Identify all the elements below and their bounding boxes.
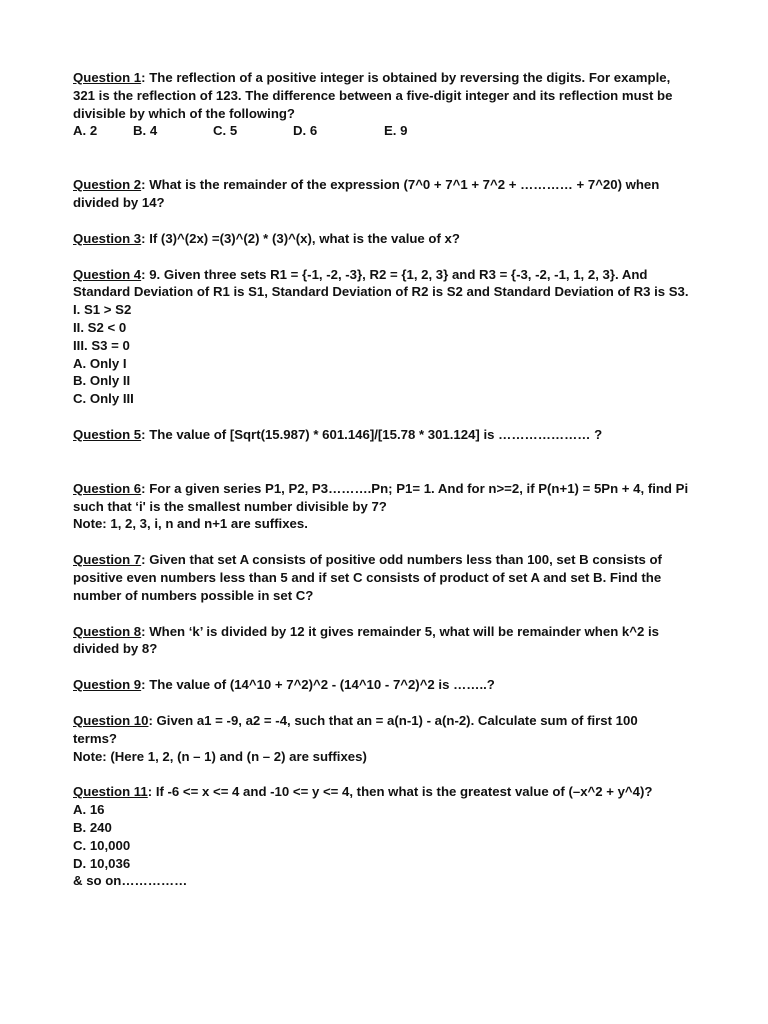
question-4-text-1: : 9. Given three sets R1 = {-1, -2, -3}, R2 = {1, 2, 3} and R3 = {-3, -2, -1, 1, 2, 3}. And bbox=[141, 266, 648, 282]
question-1-option-a: A. 2 bbox=[73, 123, 98, 139]
question-6-label: Question 6 bbox=[73, 480, 142, 496]
question-5-label: Question 5 bbox=[73, 426, 142, 442]
spacer bbox=[73, 212, 703, 230]
question-5-line-1 bbox=[73, 426, 703, 444]
question-4-item: I. S1 > S2 bbox=[73, 302, 132, 318]
question-5-text-1: : The value of [Sqrt(15.987) * 601.146]/[15.78 * 301.124] is ………………… ? bbox=[141, 426, 603, 442]
question-10-line-1 bbox=[73, 712, 703, 730]
question-7-line-1 bbox=[73, 551, 703, 569]
spacer bbox=[73, 140, 703, 176]
question-1-option-d: D. 6 bbox=[293, 123, 318, 139]
question-4-text-2: Standard Deviation of R1 is S1, Standard Deviation of R2 is S2 and Standard Deviation of R3 is S3. bbox=[73, 284, 689, 300]
question-8 bbox=[73, 623, 703, 659]
question-9-line-1 bbox=[73, 676, 703, 694]
question-11-text-1: : If -6 <= x <= 4 and -10 <= y <= 4, then what is the greatest value of (–x^2 + y^4)? bbox=[147, 784, 653, 800]
question-4-label: Question 4 bbox=[73, 266, 142, 282]
question-1-text-2: 321 is the reflection of 123. The difference between a five-digit integer and its reflection must be bbox=[73, 87, 673, 103]
question-2-label: Question 2 bbox=[73, 177, 142, 193]
question-8-line-1 bbox=[73, 623, 703, 641]
spacer bbox=[73, 408, 703, 426]
question-1-option-b: B. 4 bbox=[133, 123, 158, 139]
question-8-label: Question 8 bbox=[73, 623, 142, 639]
question-1 bbox=[73, 69, 703, 140]
question-11-option: B. 240 bbox=[73, 819, 112, 835]
question-1-text-3: divisible by which of the following? bbox=[73, 105, 295, 121]
question-10 bbox=[73, 712, 703, 765]
question-11-line-1 bbox=[73, 783, 703, 801]
question-11-label: Question 11 bbox=[73, 784, 148, 800]
question-4-item: II. S2 < 0 bbox=[73, 319, 127, 335]
question-11-option: A. 16 bbox=[73, 802, 105, 818]
question-1-text-1: : The reflection of a positive integer is obtained by reversing the digits. For example, bbox=[141, 70, 671, 85]
question-6-line-1 bbox=[73, 480, 703, 498]
question-11 bbox=[73, 783, 703, 890]
question-3-text-1: : If (3)^(2x) =(3)^(2) * (3)^(x), what is the value of x? bbox=[141, 230, 460, 246]
spacer bbox=[73, 248, 703, 266]
question-7-text-2: positive even numbers less than 5 and if set C consists of product of set A and set B. Find the bbox=[73, 569, 662, 585]
question-4 bbox=[73, 266, 703, 408]
question-10-text-1: : Given a1 = -9, a2 = -4, such that an = a(n-1) - a(n-2). Calculate sum of first 100 bbox=[148, 712, 638, 728]
question-4-option: A. Only I bbox=[73, 355, 127, 371]
question-2-text-1: : What is the remainder of the expression (7^0 + 7^1 + 7^2 + ………… + 7^20) when bbox=[141, 177, 660, 193]
question-9-text-1: : The value of (14^10 + 7^2)^2 - (14^10 - 7^2)^2 is ……..? bbox=[141, 677, 495, 693]
document-page bbox=[73, 69, 703, 890]
question-2-line-1 bbox=[73, 176, 703, 194]
question-3 bbox=[73, 230, 703, 248]
question-11-option: C. 10,000 bbox=[73, 837, 131, 853]
question-7-text-3: number of numbers possible in set C? bbox=[73, 587, 314, 603]
question-1-options bbox=[73, 122, 703, 140]
question-1-option-c: C. 5 bbox=[213, 123, 238, 139]
question-6-note: Note: 1, 2, 3, i, n and n+1 are suffixes. bbox=[73, 516, 308, 532]
question-6-text-1: : For a given series P1, P2, P3……….Pn; P1= 1. And for n>=2, if P(n+1) = 5Pn + 4, find Pi bbox=[141, 480, 689, 496]
question-9 bbox=[73, 676, 703, 694]
question-1-line-1 bbox=[73, 69, 703, 87]
question-10-label: Question 10 bbox=[73, 712, 149, 728]
spacer bbox=[73, 694, 703, 712]
question-2-text-2: divided by 14? bbox=[73, 194, 165, 210]
question-8-text-1: : When ‘k’ is divided by 12 it gives remainder 5, what will be remainder when k^2 is bbox=[141, 623, 659, 639]
question-7 bbox=[73, 551, 703, 604]
question-7-label: Question 7 bbox=[73, 552, 142, 568]
question-11-continuation: & so on…………… bbox=[73, 873, 188, 889]
question-7-text-1: : Given that set A consists of positive odd numbers less than 100, set B consists of bbox=[141, 552, 662, 568]
question-3-label: Question 3 bbox=[73, 230, 142, 246]
question-11-option: D. 10,036 bbox=[73, 855, 131, 871]
question-10-note: Note: (Here 1, 2, (n – 1) and (n – 2) are suffixes) bbox=[73, 748, 367, 764]
question-6-text-2: such that ‘i' is the smallest number divisible by 7? bbox=[73, 498, 387, 514]
spacer bbox=[73, 533, 703, 551]
question-5 bbox=[73, 426, 703, 444]
question-1-option-e: E. 9 bbox=[384, 123, 408, 139]
question-4-item: III. S3 = 0 bbox=[73, 337, 130, 353]
question-4-line-1 bbox=[73, 266, 703, 284]
question-1-label: Question 1 bbox=[73, 70, 142, 85]
spacer bbox=[73, 658, 703, 676]
question-4-option: C. Only III bbox=[73, 391, 134, 407]
question-4-option: B. Only II bbox=[73, 373, 131, 389]
question-6 bbox=[73, 480, 703, 533]
spacer bbox=[73, 444, 703, 480]
spacer bbox=[73, 605, 703, 623]
spacer bbox=[73, 765, 703, 783]
question-3-line-1 bbox=[73, 230, 703, 248]
question-2 bbox=[73, 176, 703, 212]
question-8-text-2: divided by 8? bbox=[73, 641, 158, 657]
question-9-label: Question 9 bbox=[73, 677, 142, 693]
question-10-text-2: terms? bbox=[73, 730, 117, 746]
